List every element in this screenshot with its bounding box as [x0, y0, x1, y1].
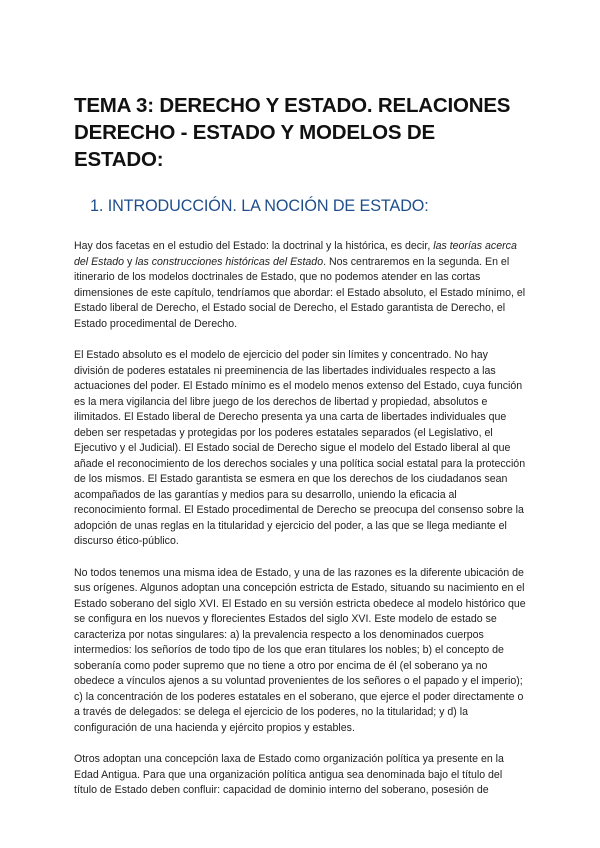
document-title: TEMA 3: DERECHO Y ESTADO. RELACIONES DERECHO - ESTADO Y MODELOS DE ESTADO: [74, 94, 511, 171]
paragraph-1 [74, 239, 526, 332]
paragraph-3 [74, 566, 526, 737]
paragraph-2: El Estado absoluto es el modelo de ejercicio del poder sin límites y concentrado. No hay división de poderes estatales ni preeminencia de las libertades individuales respecto a las actuaciones del poder. El Estado mínimo es el modelo menos extenso del Estado, cuya función es la mera vigilancia del libre juego de los derechos de libertad y propiedad, absolutos e ilimitados. El Estado liberal de Derecho presenta ya una carta de libertades individuales que deben ser respetadas y protegidas por los poderes estatales separados (el Legislativo, el Ejecutivo y el Judicial). El Estado social de Derecho sigue el modelo del Estado liberal al que añade el reconocimiento de los derechos sociales y una política social estatal para la protección de los mismos. El Estado garantista se esmera en que los derechos de los ciudadanos sean acompañados de las garantías y medios para su desarrollo, uniendo la eficacia al reconocimiento formal. El Estado procedimental de Derecho se preocupa del consenso sobre la adopción de unas reglas en la titularidad y ejercicio del poder, a las que se llega mediante el discurso ético-público. [74, 349, 526, 547]
paragraph-1-italic-a: las teorías acerca del Estado [74, 240, 517, 268]
section-heading: 1. INTRODUCCIÓN. LA NOCIÓN DE ESTADO: [90, 197, 429, 215]
paragraph-3-text: No todos tenemos una misma idea de Estado, y una de las razones es la diferente ubicación de sus orígenes. Algunos adoptan una concepción estricta de Estado, situando su nacimiento en el Estado soberano del siglo XVI. El Estado en su versión estricta obedece al modelo histórico que se configura en los nuevos y florecientes Estados del siglo XVI. Este modelo de estado se caracteriza por notas singulares: a) la prevalencia respecto a los denominados cuerpos intermedios: los señoríos de todo tipo de los que eran titulares los nobles; b) el concepto de soberanía como poder supremo que no tiene a otro por encima de él (el soberano ya no obedece a vínculos ajenos a su voluntad provenientes de los señores o el papado y el imperio); [74, 566, 526, 687]
paragraph-1-italic-b: las construcciones históricas del Estado [135, 255, 324, 268]
paragraph-3-continuation: c) la concentración de los poderes estatales en el soberano, que ejerce el poder directamente o a través de delegados: se delega el ejercicio de los poderes, no la titularidad; y d) la configuración de una hacienda y ejército propios y estables. [74, 690, 524, 734]
paragraph-1-text-c: . Nos centraremos en la segunda. En el itinerario de los modelos doctrinales de Estado, que no podemos atender en las cortas dimensiones de este capítulo, tendríamos que abordar: el Estado absoluto, el Estado mínimo, el Estado liberal de Derecho, el Estado social de Derecho, el Estado garantista de Derecho, el Estado procedimental de Derecho. [74, 255, 526, 330]
paragraph-4: Otros adoptan una concepción laxa de Estado como organización política ya presente en la Edad Antigua. Para que una organización política antigua sea denominada bajo el título del título de Estado deben confluir: capacidad de dominio interno del soberano, posesión de [74, 753, 504, 796]
paragraph-1-text-a: Hay dos facetas en el estudio del Estado: la doctrinal y la histórica, es decir, [74, 240, 434, 252]
document-body [74, 239, 526, 799]
paragraph-1-text-b: y [124, 255, 136, 268]
